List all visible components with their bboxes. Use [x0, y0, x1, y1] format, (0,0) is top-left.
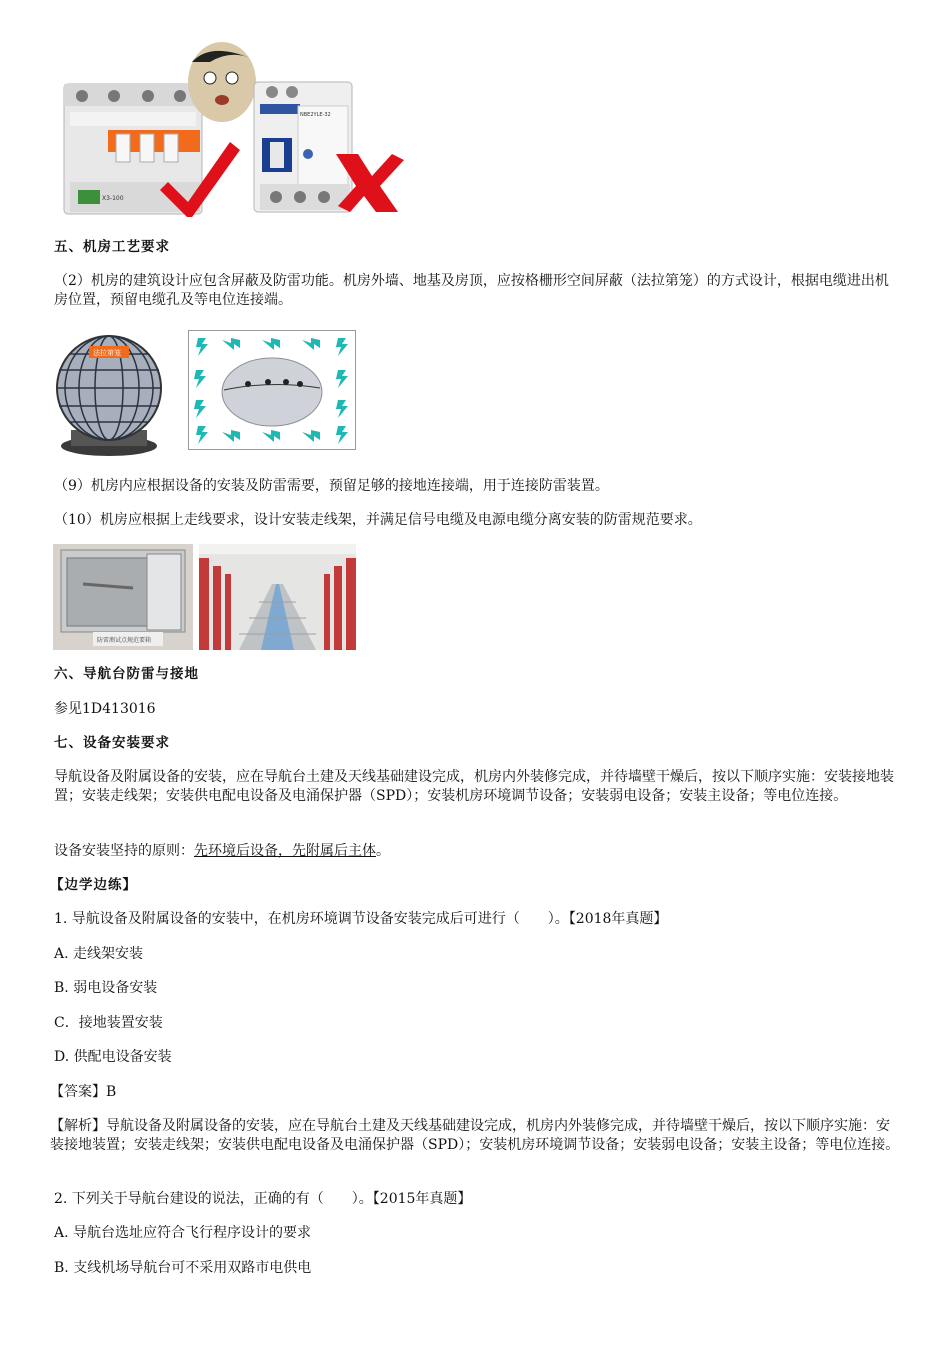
principle-prefix: 设备安装坚持的原则：: [54, 843, 194, 859]
left-breaker-brand: X3-100: [102, 195, 124, 202]
section6-ref: 参见1D413016: [54, 701, 156, 717]
q1-option-b: B. 弱电设备安装: [54, 980, 158, 996]
principle-line: [54, 842, 390, 861]
four-pole-breaker: [64, 84, 202, 214]
q1-option-a: A. 走线架安装: [54, 946, 144, 962]
section7-heading: 七、设备安装要求: [54, 735, 170, 751]
faraday-cage-image: [53, 330, 165, 458]
surprised-cartoon-icon: [188, 42, 256, 122]
q1-stem: 1. 导航设备及附属设备的安装中，在机房环境调节设备安装完成后可进行（ ）。【2018年真题】: [54, 911, 668, 927]
section5-para2: （2）机房的建筑设计应包含屏蔽及防雷功能。机房外墙、地基及房顶，应按格栅形空间屏蔽（法拉第笼）的方式设计，根据电缆进出机房位置，预留电缆孔及等电位连接端。: [54, 273, 889, 308]
q1-option-c: C．接地装置安装: [54, 1015, 163, 1031]
cable-tray-image: [199, 544, 356, 650]
q2-stem: 2. 下列关于导航台建设的说法，正确的有（ ）。【2015年真题】: [54, 1191, 472, 1207]
box-caption: 防雷测试点规范要箱: [97, 637, 152, 644]
principle-underlined: 先环境后设备，先附属后主体: [194, 843, 376, 859]
grounding-box-image: [53, 544, 193, 650]
q2-option-b: B. 支线机场导航台可不采用双路市电供电: [54, 1260, 312, 1276]
q1-analysis: 【解析】导航设备及附属设备的安装，应在导航台土建及天线基础建设完成，机房内外装修完成，并待墙壁干燥后，按以下顺序实施：安装接地装置；安装走线架；安装供电配电设备及电涌保护器（SPD）；安装机房环境调节设备；安装弱电设备；安装主设备；等电位连接。: [50, 1118, 900, 1153]
residual-current-breaker: [254, 82, 352, 212]
section5-para9: （9）机房内应根据设备的安装及防雷需要，预留足够的接地连接端，用于连接防雷装置。: [54, 478, 609, 494]
cage-label: 法拉第笼: [93, 349, 121, 357]
lightning-shield-image: [188, 330, 356, 450]
section5-para10: （10）机房应根据上走线要求，设计安装走线架，并满足信号电缆及电源电缆分离安装的防雷规范要求。: [54, 512, 702, 528]
q1-option-d: D. 供配电设备安装: [54, 1049, 172, 1065]
principle-suffix: 。: [376, 843, 390, 859]
section7-para: 导航设备及附属设备的安装，应在导航台土建及天线基础建设完成，机房内外装修完成，并待墙壁干燥后，按以下顺序实施：安装接地装置；安装走线架；安装供电配电设备及电涌保护器（SPD）；安装机房环境调节设备；安装弱电设备；安装主设备；等电位连接。: [54, 769, 894, 804]
right-breaker-brand: NBE2YLE-32: [300, 112, 331, 118]
practice-heading: 【边学边练】: [50, 877, 137, 893]
q2-option-a: A. 导航台选址应符合飞行程序设计的要求: [54, 1225, 312, 1241]
circuit-breaker-comparison-image: [60, 42, 405, 217]
q1-answer: 【答案】B: [50, 1084, 117, 1100]
section5-heading: 五、机房工艺要求: [54, 239, 170, 255]
section6-heading: 六、导航台防雷与接地: [54, 666, 199, 682]
